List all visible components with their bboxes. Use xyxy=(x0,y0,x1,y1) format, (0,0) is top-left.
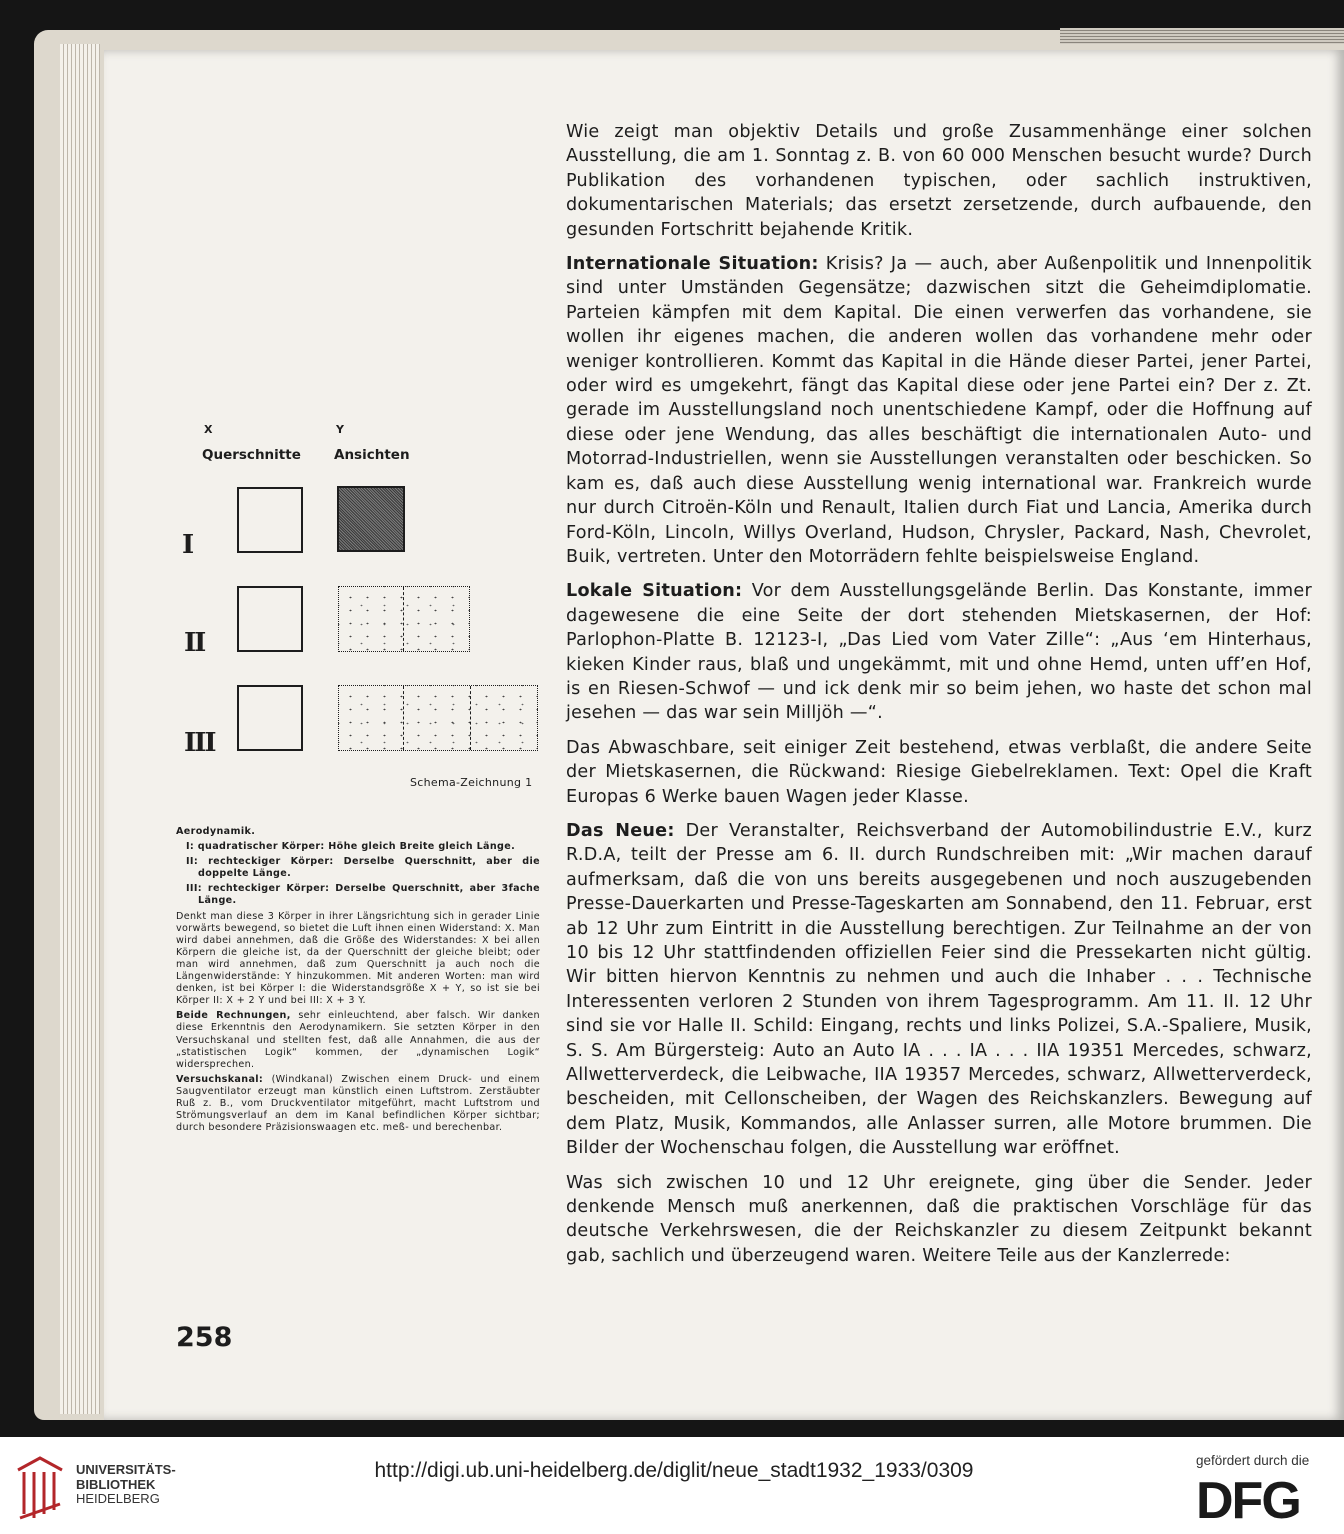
view-body-i xyxy=(337,486,405,552)
page-stack-top xyxy=(1060,28,1344,44)
paragraph-abwaschbare: Das Abwaschbare, seit einiger Zeit bestehend, etwas verblaßt, die andere Seite der Mietskasernen, die Rückwand: Riesige Giebelreklamen. Text: Opel die Kraft Europas 6 Werke bauen Wagen jeder Klasse. xyxy=(566,737,1312,807)
x-label: X xyxy=(204,423,213,436)
library-name: UNIVERSITÄTS- BIBLIOTHEK HEIDELBERG xyxy=(76,1462,176,1506)
cross-section-square xyxy=(237,685,303,751)
segment-divider xyxy=(403,587,404,651)
ansichten-label: Ansichten xyxy=(334,447,410,463)
paragraph-international: Internationale Situation: Krisis? Ja — auch, aber Außenpolitik und Innenpolitik sind unter Umständen Gegensätze; dazwischen sitzt die Geheimdiplomatie. Parteien kämpfen mit dem Kapital. Die einen verwerfen das vorhandene, sie wollen ihr eigenes machen, die anderen wollen das vorhandene mehr oder weniger kontrollieren. Kommt das Kapital in die Hände dieser Partei, jener Partei, oder wird es umgekehrt, fängt das Kapital diese oder jene Partei ein? Der z. Zt. gerade im Ausstellungsland noch unentschiedene Kampf, oder die Hoffnung auf diese oder jene Wendung, das alles beschäftigt die internationalen Auto- und Motorrad-Industriellen, wenn sie Ausstellungen veranstalten oder beschicken. So kam es, daß auch diese Ausstellung wenig international war. Frankreich wurde nur durch Citroën-Köln und Renault, Italien durch Fiat und Lancia, Amerika durch Ford-Köln, Lincoln, Willys Overland, Hudson, Chrysler, Packard, Nash, Chevrolet, Buik, vertreten. Unter den Motorrädern fehlte beispielsweise England. xyxy=(566,254,1312,567)
main-text-column xyxy=(566,120,1312,1278)
aerodynamics-sidebar xyxy=(176,826,540,1137)
paragraph-lokal: Lokale Situation: Vor dem Ausstellungsgelände Berlin. Das Konstante, immer dagewesene die eine Seite der dort stehenden Mietskasernen, der Hof: Parlophon-Platte B. 12123-I, „Das Lied vom Vater Zille“: „Aus ‘em Hinterhaus, kieken Kinder raus, blaß und ungekämmt, mit und ohne Hemd, unten uff’en Hof, is en Riesen-Schwof — und ick denk mir so beim jehen, wo haste det schon mal jesehen — das war sein Milljöh —“. xyxy=(566,581,1312,724)
ub-heidelberg-logo-icon xyxy=(12,1452,68,1524)
y-label: Y xyxy=(336,423,344,436)
paragraph-intro: Wie zeigt man objektiv Details und große Zusammenhänge einer solchen Ausstellung, die am 1. Sonntag z. B. von 60 000 Menschen besucht wurde? Durch Publikation des vorhandenen typischen, oder sachlich instruktiven, dokumentarischen Materials; das ersetzt zersetzende, durch aufbauende, den gesunden Fortschritt bejahende Kritik. xyxy=(566,122,1312,240)
aero-paragraph: Denkt man diese 3 Körper in ihrer Längsrichtung sich in gerader Linie vorwärts bewegend, so bietet die Luft ihnen einen Widerstand: X. Man wird dabei annehmen, daß die Größe des Widerstandes: X bei allen Körpern die gleiche ist, da der Querschnitt der gleiche bleibt; oder man wird annehmen, daß zum Querschnitt ja auch noch die Längenwiderstände: Y hinzukommen. Mit anderen Worten: man wird denken, ist bei Körper I: die Widerstandsgröße X + Y, so ist sie bei Körper II: X + 2 Y und bei III: X + 3 Y. xyxy=(176,910,540,1007)
diagram-caption: Schema-Zeichnung 1 xyxy=(410,776,533,789)
paragraph-neue: Das Neue: Der Veranstalter, Reichsverband der Automobilindustrie E.V., kurz R.D.A, teilt der Presse am 6. II. durch Rundschreiben mit: „Wir machen darauf aufmerksam, daß die von uns bereits ausgegebenen und noch auszugebenden Presse-Dauerkarten und Presse-Tageskarten am Sonnabend, den 11. Februar, erst ab 12 Uhr zum Eintritt in die Ausstellung berechtigen. Zur Teilnahme an der von 10 bis 12 Uhr stattfindenden offiziellen Feier sind die Pressekarten nicht gültig. Wir bitten hiervon Kenntnis zu nehmen und auch die Inhaber . . . Technische Interessenten verloren 2 Stunden von ihrem Tagesprogramm. Am 11. II. 12 Uhr sind sie vor Halle II. Schild: Eingang, rechts und links Polizei, S.A.-Spaliere, Musik, S. S. Am Bürgersteig: Auto an Auto IA . . . IA . . . IIA 19351 Mercedes, schwarz, Allwetterverdeck, die Leibwache, IIA 19357 Mercedes, schwarz, Allwetterverdeck, bescheiden, mit Cellonscheiben, der Wagen des Reichskanzlers. Bewegung auf dem Platz, Musik, Kommandos, alle Anlasser surren, alle Motore brummen. Die Bilder der Wochenschau folgen, die Ausstellung war eröffnet. xyxy=(566,820,1312,1159)
view-body-iii xyxy=(338,685,538,751)
paragraph-heading: Das Neue: xyxy=(566,820,675,841)
aero-title: Aerodynamik. xyxy=(176,826,256,837)
row-label-iii: III xyxy=(184,728,215,758)
footer-bar xyxy=(0,1437,1344,1534)
aero-paragraph: Versuchskanal: (Windkanal) Zwischen einem Druck- und einem Saugventilator erzeugt man künstlich einen Luftstrom. Zerstäubter Ruß z. B., vom Druckventilator mitgeführt, macht Luftstrom und Strömungsverlauf an dem im Kanal befindlichen Körper sichtbar; durch besondere Präzisionswaagen etc. meß- und berechenbar. xyxy=(176,1073,540,1134)
dfg-logo: DFG xyxy=(1196,1472,1300,1530)
aero-item: III: rechteckiger Körper: Derselbe Querschnitt, aber 3fache Länge. xyxy=(186,883,540,907)
permalink-url[interactable]: http://digi.ub.uni-heidelberg.de/diglit/neue_stadt1932_1933/0309 xyxy=(374,1459,974,1482)
cross-section-square xyxy=(237,586,303,652)
row-label-ii: II xyxy=(184,628,205,658)
paragraph-heading: Internationale Situation: xyxy=(566,254,819,275)
aero-item: I: quadratischer Körper: Höhe gleich Breite gleich Länge. xyxy=(186,841,516,853)
querschnitte-label: Querschnitte xyxy=(202,447,301,463)
row-label-i: I xyxy=(182,530,193,560)
segment-divider xyxy=(470,686,471,750)
segment-divider xyxy=(403,686,404,750)
funded-by-label: gefördert durch die xyxy=(1196,1453,1310,1468)
paragraph-sender: Was sich zwischen 10 und 12 Uhr ereignete, ging über die Sender. Jeder denkende Mensch muß anerkennen, daß die praktischen Vorschläge für das deutsche Verkehrswesen, die der Reichskanzler zu diesem Zeitpunkt bekannt gab, sachlich und überzeugend waren. Weitere Teile aus der Kanzlerrede: xyxy=(566,1172,1312,1266)
cross-section-square xyxy=(237,487,303,553)
view-body-ii xyxy=(338,586,470,652)
paragraph-heading: Lokale Situation: xyxy=(566,581,743,602)
page-number: 258 xyxy=(176,1322,233,1353)
schema-diagram xyxy=(170,420,550,800)
aero-paragraph: Beide Rechnungen, sehr einleuchtend, aber falsch. Wir danken diese Erkenntnis den Aerodynamikern. Sie setzten Körper in den Versuchskanal und stellten fest, daß alle Annahmen, die aus der „statistischen Logik“ kommen, der „dynamischen Logik“ widersprechen. xyxy=(176,1010,540,1070)
aero-item: II: rechteckiger Körper: Derselbe Querschnitt, aber die doppelte Länge. xyxy=(186,856,540,880)
